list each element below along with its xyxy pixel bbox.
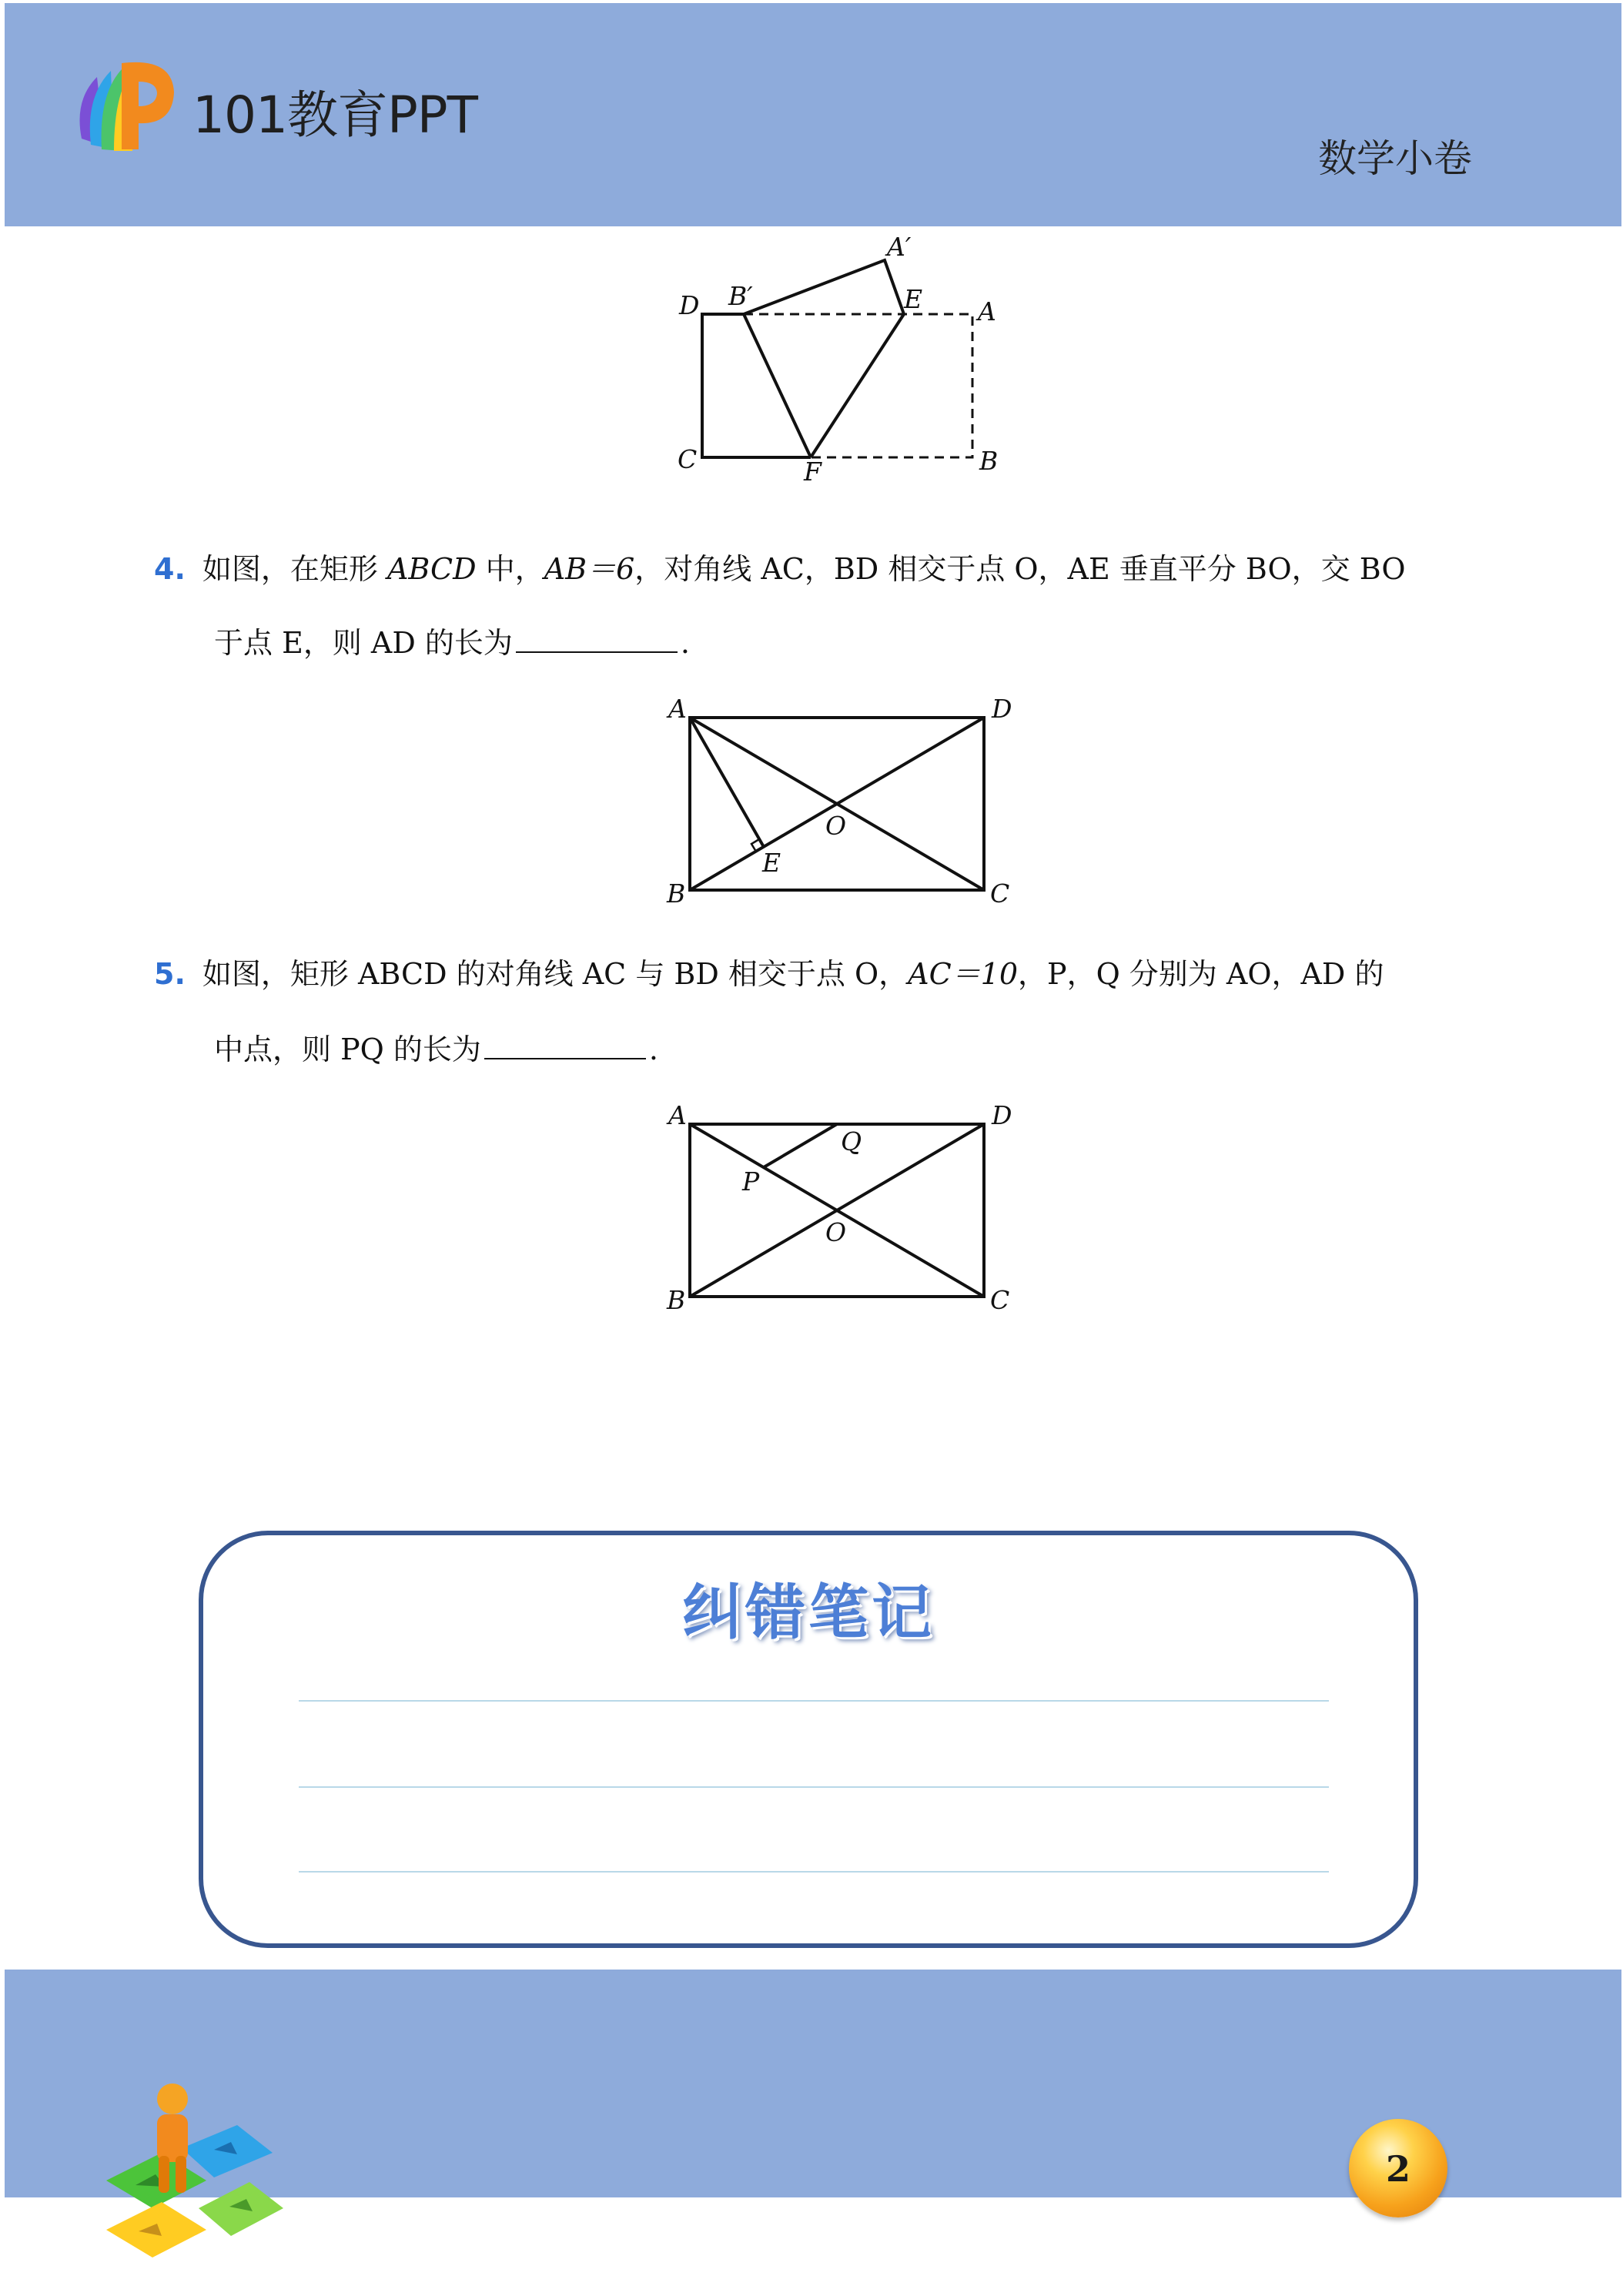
fig4-label-e: E — [762, 848, 781, 878]
note-line[interactable] — [299, 1871, 1329, 1873]
q5-text-a: 如图，矩形 ABCD 的对角线 AC 与 BD 相交于点 O， — [202, 957, 909, 991]
q5-text-c: 中点，则 PQ 的长为 — [214, 1033, 481, 1066]
q5-answer-blank[interactable] — [484, 1032, 646, 1059]
label-b: B — [979, 446, 999, 476]
fig5-label-a: A — [668, 1100, 687, 1130]
note-line[interactable] — [299, 1786, 1329, 1788]
question-4-number: 4. — [154, 552, 186, 586]
label-e: E — [904, 284, 923, 314]
fig5-label-b: B — [667, 1285, 686, 1315]
q4-text-a: 如图，在矩形 — [202, 552, 387, 586]
question-5-line-1 — [154, 955, 1384, 993]
label-a: A — [978, 296, 996, 326]
notes-box — [199, 1531, 1418, 1948]
q4-end: . — [680, 626, 690, 660]
q5-equation: AC＝10 — [908, 957, 1018, 991]
mascot-icon — [91, 2079, 299, 2264]
label-b-prime: B′ — [728, 281, 753, 311]
fig4-label-a: A — [668, 694, 687, 724]
notes-title: 纠错笔记 — [681, 1578, 935, 1648]
figure-4 — [661, 690, 1030, 913]
figure-5 — [661, 1096, 1030, 1320]
fig5-label-o: O — [825, 1217, 847, 1247]
question-5-line-2 — [214, 1030, 658, 1069]
q5-end: . — [648, 1033, 658, 1066]
fig4-label-b: B — [667, 879, 686, 909]
figure-fold — [668, 231, 1022, 493]
question-4-line-1 — [154, 550, 1406, 588]
label-d: D — [679, 290, 700, 320]
label-a-prime: A′ — [887, 232, 912, 262]
fig4-label-c: C — [990, 879, 1010, 909]
fig4-label-o: O — [825, 811, 847, 841]
fig4-label-d: D — [992, 694, 1012, 724]
brand-name: 101教育PPT — [192, 85, 477, 145]
fig5-label-d: D — [992, 1100, 1012, 1130]
label-c: C — [678, 444, 698, 474]
101-logo-icon — [74, 54, 182, 162]
q4-equation: AB＝6 — [544, 552, 635, 586]
q5-text-b: ，P，Q 分别为 AO，AD 的 — [1018, 957, 1384, 991]
fig5-label-c: C — [990, 1285, 1010, 1315]
question-4-line-2 — [214, 624, 690, 662]
q4-text-c: ，对角线 AC，BD 相交于点 O，AE 垂直平分 BO，交 BO — [634, 552, 1406, 586]
fig5-label-p: P — [742, 1166, 760, 1197]
q4-text-b: 中， — [476, 552, 544, 586]
page-number: 2 — [1385, 2148, 1411, 2190]
q4-text-d: 于点 E，则 AD 的长为 — [214, 626, 513, 660]
q4-rect: ABCD — [387, 552, 477, 586]
note-line[interactable] — [299, 1700, 1329, 1702]
question-5-number: 5. — [154, 957, 186, 991]
doc-type-label: 数学小卷 — [1318, 136, 1472, 181]
page-number-badge — [1349, 2119, 1447, 2217]
label-f: F — [804, 457, 822, 487]
fig5-label-q: Q — [841, 1126, 862, 1156]
q4-answer-blank[interactable] — [516, 625, 678, 653]
